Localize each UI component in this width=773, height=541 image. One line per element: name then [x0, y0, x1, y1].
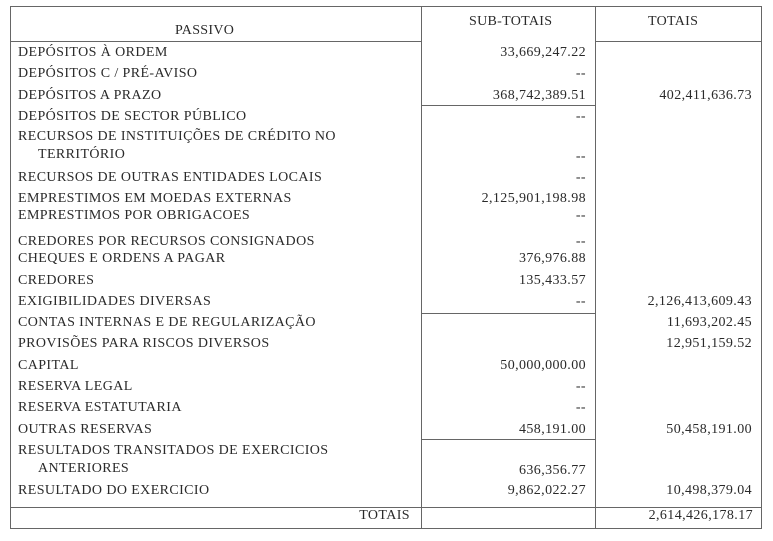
- row-label-continued: TERRITÓRIO: [38, 147, 126, 162]
- table-row: [10, 440, 762, 480]
- row-label-continued: ANTERIORES: [38, 461, 130, 476]
- row-label: RECURSOS DE INSTITUIÇÕES DE CRÉDITO NO: [18, 129, 336, 144]
- row-label: EMPRESTIMOS EM MOEDAS EXTERNAS: [18, 191, 292, 206]
- row-label: CREDORES: [18, 273, 95, 288]
- row-label: RESERVA LEGAL: [18, 379, 133, 394]
- table-row: [10, 248, 762, 270]
- total-value: 402,411,636.73: [659, 88, 752, 103]
- row-label: DEPÓSITOS A PRAZO: [18, 88, 162, 103]
- row-label: CONTAS INTERNAS E DE REGULARIZAÇÃO: [18, 315, 316, 330]
- table-row: [10, 312, 762, 333]
- subtotal-value: --: [575, 66, 586, 81]
- row-label: CREDORES POR RECURSOS CONSIGNADOS: [18, 234, 315, 249]
- row-label: DEPÓSITOS À ORDEM: [18, 45, 168, 60]
- table-row: [10, 376, 762, 397]
- row-label: CAPITAL: [18, 358, 79, 373]
- subtotal-value: 33,669,247.22: [500, 45, 586, 60]
- table-row: [10, 126, 762, 167]
- subtotal-value: 135,433.57: [519, 273, 586, 288]
- subtotal-value: 9,862,022.27: [507, 483, 586, 498]
- subtotal-value: 458,191.00: [519, 422, 586, 437]
- header-subtotais: SUB-TOTAIS: [469, 14, 553, 29]
- table-row: [10, 63, 762, 84]
- subtotal-value: --: [575, 149, 586, 164]
- table-row: [10, 167, 762, 188]
- table-row: [10, 355, 762, 376]
- row-label: RESULTADO DO EXERCICIO: [18, 483, 210, 498]
- total-value: 11,693,202.45: [666, 315, 752, 330]
- table-row: [10, 397, 762, 419]
- row-label: EXIGIBILIDADES DIVERSAS: [18, 294, 212, 309]
- subtotal-value: --: [575, 234, 586, 249]
- row-label: CHEQUES E ORDENS A PAGAR: [18, 251, 226, 266]
- table-row: [10, 291, 762, 312]
- subtotal-value: 368,742,389.51: [492, 88, 586, 103]
- row-label: EMPRESTIMOS POR OBRIGACOES: [18, 208, 251, 223]
- row-label: RESULTADOS TRANSITADOS DE EXERCICIOS: [18, 443, 329, 458]
- subtotal-value: --: [575, 170, 586, 185]
- table-row: [10, 333, 762, 355]
- row-label: PROVISÕES PARA RISCOS DIVERSOS: [18, 336, 270, 351]
- subtotal-value: --: [575, 379, 586, 394]
- header-passivo: PASSIVO: [175, 23, 235, 38]
- table-row: [10, 231, 762, 248]
- total-value: 12,951,159.52: [666, 336, 752, 351]
- row-label: DEPÓSITOS DE SECTOR PÚBLICO: [18, 109, 247, 124]
- table-row: [10, 419, 762, 440]
- balance-sheet-passivo: [10, 6, 763, 530]
- table-row: [10, 188, 762, 205]
- subtotal-value: --: [575, 294, 586, 309]
- header-totais: TOTAIS: [648, 14, 699, 29]
- table-row: [10, 85, 762, 106]
- subtotal-value: --: [575, 109, 586, 124]
- table-row: [10, 480, 762, 501]
- table-row: [10, 42, 762, 63]
- table-row: [10, 270, 762, 291]
- table-row: [10, 205, 762, 231]
- totals-value: 2,614,426,178.17: [648, 508, 753, 523]
- total-value: 10,498,379.04: [666, 483, 752, 498]
- totals-label: TOTAIS: [359, 508, 410, 523]
- row-label: RECURSOS DE OUTRAS ENTIDADES LOCAIS: [18, 170, 323, 185]
- subtotal-value: 376,976.88: [519, 251, 586, 266]
- row-label: OUTRAS RESERVAS: [18, 422, 153, 437]
- subtotal-value: 50,000,000.00: [500, 358, 586, 373]
- subtotal-value: 2,125,901,198.98: [481, 191, 586, 206]
- table-row: [10, 106, 762, 126]
- subtotal-value: 636,356.77: [519, 463, 586, 478]
- row-label: RESERVA ESTATUTARIA: [18, 400, 182, 415]
- subtotal-value: --: [575, 208, 586, 223]
- total-value: 2,126,413,609.43: [647, 294, 752, 309]
- total-value: 50,458,191.00: [666, 422, 752, 437]
- row-label: DEPÓSITOS C / PRÉ-AVISO: [18, 66, 198, 81]
- subtotal-value: --: [575, 400, 586, 415]
